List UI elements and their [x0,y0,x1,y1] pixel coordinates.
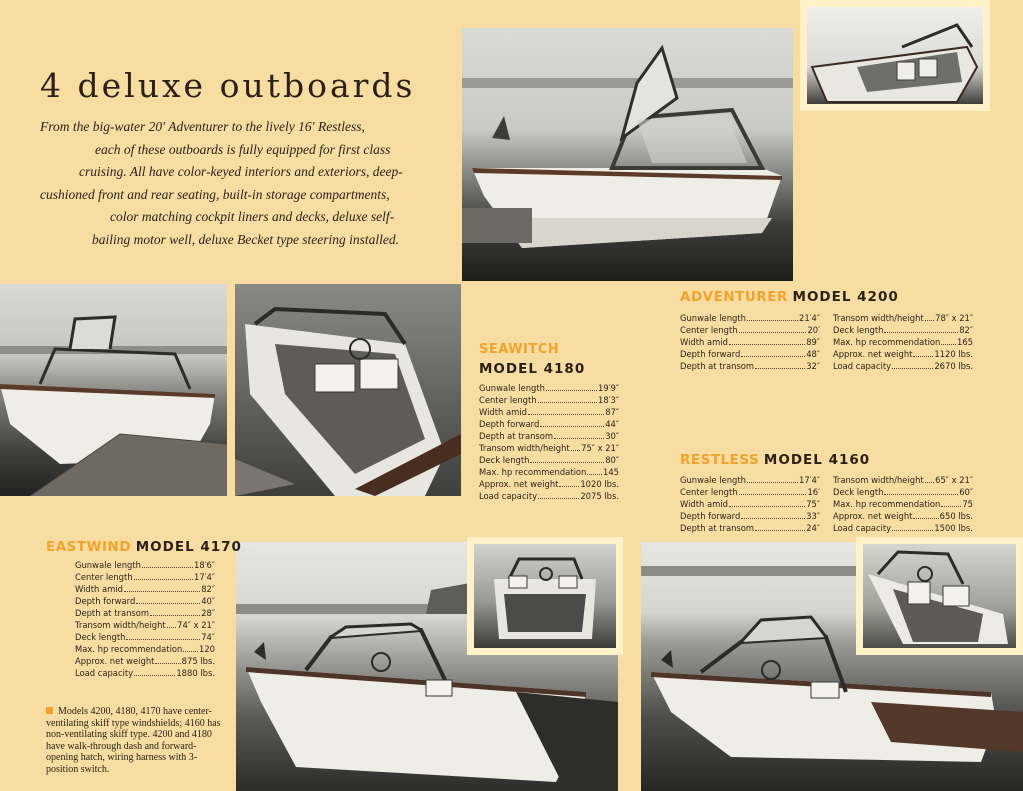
adventurer-heading [680,289,899,305]
spec-label: Depth at transom [680,523,755,533]
restless-heading [680,452,870,468]
spec-label: Approx. net weight [479,479,559,489]
spec-label: Load capacity [833,361,892,371]
restless-name: RESTLESS [680,452,760,468]
intro-line: bailing motor well, deluxe Becket type steering installed. [92,231,400,247]
spec-value: 65″ x 21″ [935,475,973,485]
spec-value: 80″ [605,455,619,465]
spec-row [833,348,973,360]
spec-value: 1020 lbs. [580,479,619,489]
spec-label: Load capacity [833,523,892,533]
spec-value: 21′4″ [798,313,820,323]
spec-label: Deck length [833,325,884,335]
spec-value: 30″ [605,431,619,441]
spec-leader-dots [124,583,200,592]
spec-leader-dots [741,348,805,357]
spec-leader-dots [755,522,805,531]
seawitch-model: MODEL 4180 [479,361,586,377]
spec-leader-dots [571,442,580,451]
spec-leader-dots [884,486,958,495]
adventurer-specs-left [680,312,820,372]
spec-leader-dots [729,498,805,507]
spec-value: 28″ [201,608,215,618]
spec-value: 650 lbs. [939,511,973,521]
spec-value: 33″ [806,511,820,521]
spec-value: 78″ x 21″ [935,313,973,323]
spec-leader-dots [741,510,805,519]
spec-leader-dots [729,336,805,345]
spec-value: 32″ [806,361,820,371]
spec-value: 18′6″ [193,560,215,570]
spec-leader-dots [136,595,200,604]
spec-value: 875 lbs. [181,656,215,666]
spec-label: Center length [479,395,537,405]
spec-leader-dots [126,631,200,640]
spec-label: Deck length [479,455,530,465]
spec-row [833,510,973,522]
spec-label: Transom width/height [833,313,924,323]
spec-leader-dots [892,360,933,369]
spec-row [833,486,973,498]
spec-leader-dots [559,478,579,487]
spec-label: Gunwale length [680,313,746,323]
spec-leader-dots [913,510,938,519]
spec-value: 75″ [806,499,820,509]
spec-row [75,607,215,619]
spec-leader-dots [142,559,193,568]
spec-label: Depth at transom [680,361,755,371]
eastwind-specs [75,559,215,679]
spec-value: 74″ x 21″ [177,620,215,630]
eastwind-rear-photo [467,537,623,655]
intro-line: cushioned front and rear seating, built-in storage compartments, [40,186,390,202]
spec-leader-dots [538,490,579,499]
spec-value: 145 [603,467,619,477]
seawitch-heading [479,342,585,377]
spec-label: Width amid [680,337,728,347]
spec-value: 89″ [806,337,820,347]
spec-leader-dots [739,324,807,333]
spec-leader-dots [925,312,934,321]
spec-leader-dots [892,522,933,531]
spec-label: Gunwale length [75,560,141,570]
spec-label: Load capacity [75,668,134,678]
spec-label: Width amid [75,584,123,594]
spec-leader-dots [747,312,798,321]
spec-row [479,394,619,406]
spec-leader-dots [155,655,180,664]
spec-leader-dots [530,454,604,463]
spec-label: Deck length [75,632,126,642]
spec-value: 2670 lbs. [934,361,973,371]
spec-value: 24″ [806,523,820,533]
spec-value: 75″ x 21″ [581,443,619,453]
spec-leader-dots [134,667,175,676]
spec-row [75,655,215,667]
spec-label: Depth forward [75,596,136,606]
spec-label: Center length [680,325,738,335]
spec-row [680,522,820,534]
spec-label: Max. hp recommendation [833,499,941,509]
footnote [46,706,226,775]
spec-leader-dots [913,348,933,357]
spec-label: Max. hp recommendation [479,467,587,477]
spec-label: Depth forward [680,511,741,521]
intro-line: color matching cockpit liners and decks, deluxe self- [110,209,395,224]
spec-row [479,466,619,478]
spec-row [479,442,619,454]
spec-leader-dots [183,643,198,652]
spec-value: 120 [199,644,215,654]
restless-model: MODEL 4160 [763,452,871,468]
spec-value: 1500 lbs. [934,523,973,533]
eastwind-model: MODEL 4170 [135,539,242,555]
adventurer-name: ADVENTURER [680,289,788,305]
spec-row [833,522,973,534]
spec-row [680,498,820,510]
spec-leader-dots [538,394,597,403]
restless-specs-left [680,474,820,534]
page-title: 4 deluxe outboards [40,66,416,105]
spec-leader-dots [941,336,956,345]
intro-paragraph [40,116,420,251]
spec-row [680,486,820,498]
spec-value: 60″ [959,487,973,497]
spec-leader-dots [546,382,597,391]
spec-label: Transom width/height [479,443,570,453]
spec-label: Depth at transom [75,608,150,618]
spec-label: Max. hp recommendation [75,644,183,654]
spec-row [75,667,215,679]
spec-label: Center length [75,572,133,582]
seawitch-name: SEAWITCH [479,342,560,357]
spec-label: Gunwale length [479,383,545,393]
seawitch-specs [479,382,619,502]
adventurer-specs-right [833,312,973,372]
bullet-square-icon [46,707,53,714]
spec-value: 82″ [201,584,215,594]
spec-label: Depth forward [680,349,741,359]
restless-specs-right [833,474,973,534]
spec-label: Gunwale length [680,475,746,485]
spec-label: Depth at transom [479,431,554,441]
intro-line: cruising. All have color-keyed interiors and exteriors, deep- [79,164,403,179]
spec-row [479,454,619,466]
spec-row [680,336,820,348]
spec-label: Approx. net weight [833,511,913,521]
spec-value: 82″ [959,325,973,335]
spec-value: 18′3″ [597,395,619,405]
spec-row [75,559,215,571]
spec-leader-dots [884,324,958,333]
spec-label: Center length [680,487,738,497]
seawitch-interior-photo [235,284,461,496]
intro-line: each of these outboards is fully equipped for first class [95,141,391,157]
spec-value: 1120 lbs. [934,349,973,359]
spec-row [75,583,215,595]
spec-row [75,595,215,607]
footnote-text: Models 4200, 4180, 4170 have center-ventilating skiff type windshields; 4160 has non-ventilating skiff type. 4200 and 4180 have walk-through dash and forward-opening hatch, wiring harness with 3-position switch. [46,706,221,775]
spec-label: Max. hp recommendation [833,337,941,347]
spec-row [75,631,215,643]
adventurer-interior-photo [800,0,990,111]
spec-row [680,510,820,522]
spec-leader-dots [739,486,807,495]
intro-line: From the big-water 20′ Adventurer to the lively 16′ Restless, [40,119,365,134]
spec-leader-dots [747,474,798,483]
spec-row [479,478,619,490]
eastwind-name: EASTWIND [46,539,132,555]
spec-label: Approx. net weight [75,656,155,666]
spec-leader-dots [925,474,934,483]
spec-value: 74″ [201,632,215,642]
spec-row [479,418,619,430]
adventurer-boat-photo [462,28,793,281]
spec-row [75,619,215,631]
spec-row [833,324,973,336]
spec-label: Width amid [680,499,728,509]
spec-value: 44″ [605,419,619,429]
spec-row [833,498,973,510]
spec-leader-dots [528,406,604,415]
spec-label: Approx. net weight [833,349,913,359]
spec-value: 48″ [806,349,820,359]
spec-value: 20′ [807,325,820,335]
spec-value: 165 [957,337,973,347]
spec-label: Transom width/height [75,620,166,630]
spec-leader-dots [540,418,604,427]
spec-value: 17′4″ [193,572,215,582]
spec-row [833,336,973,348]
spec-leader-dots [755,360,805,369]
spec-row [833,312,973,324]
spec-row [479,490,619,502]
spec-row [680,324,820,336]
spec-leader-dots [150,607,200,616]
spec-label: Width amid [479,407,527,417]
spec-value: 75 [962,499,973,509]
spec-row [680,360,820,372]
spec-value: 2075 lbs. [580,491,619,501]
spec-row [75,643,215,655]
spec-value: 1880 lbs. [176,668,215,678]
spec-row [833,474,973,486]
spec-row [479,382,619,394]
adventurer-model: MODEL 4200 [792,289,899,305]
spec-row [479,430,619,442]
spec-row [680,474,820,486]
spec-row [680,312,820,324]
spec-value: 16′ [807,487,820,497]
seawitch-boat-photo [0,284,227,496]
spec-leader-dots [587,466,602,475]
spec-leader-dots [167,619,176,628]
spec-value: 40″ [201,596,215,606]
restless-interior-photo [856,537,1023,655]
spec-row [680,348,820,360]
spec-value: 19′9″ [597,383,619,393]
spec-label: Load capacity [479,491,538,501]
spec-value: 17′4″ [798,475,820,485]
spec-leader-dots [941,498,961,507]
spec-leader-dots [554,430,604,439]
spec-label: Deck length [833,487,884,497]
spec-row [75,571,215,583]
spec-row [833,360,973,372]
spec-leader-dots [134,571,193,580]
spec-row [479,406,619,418]
spec-value: 87″ [605,407,619,417]
spec-label: Depth forward [479,419,540,429]
spec-label: Transom width/height [833,475,924,485]
eastwind-heading [46,539,242,555]
